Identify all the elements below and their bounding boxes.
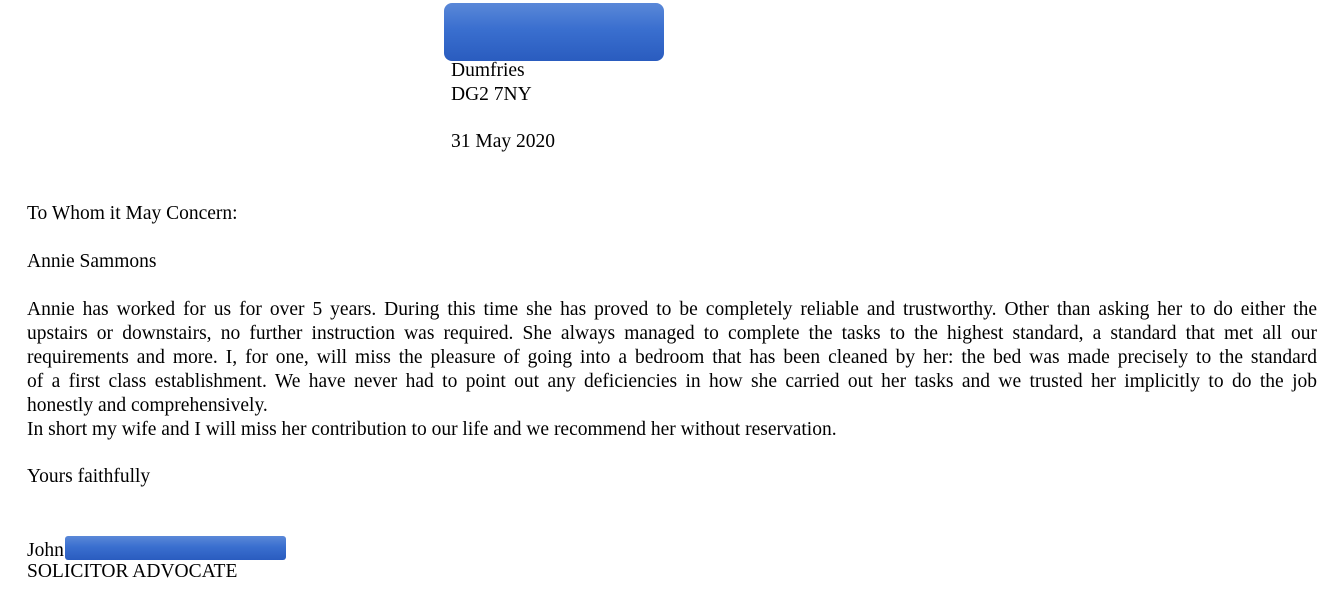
- signature-title: SOLICITOR ADVOCATE: [27, 561, 238, 582]
- redacted-address-block: [444, 3, 664, 61]
- body-line: upstairs or downstairs, no further instruction was required. She always managed to complete the tasks to the highest standard, a standard that met all our: [27, 323, 1317, 344]
- signature-first-name: John: [27, 540, 64, 561]
- letter-body: [27, 298, 1317, 442]
- address-postcode: DG2 7NY: [451, 84, 532, 105]
- signature-name: [27, 536, 286, 563]
- redacted-surname: [65, 536, 286, 560]
- closing-sentence: In short my wife and I will miss her contribution to our life and we recommend her without reservation.: [27, 419, 837, 440]
- sign-off: Yours faithfully: [27, 466, 151, 487]
- body-line: requirements and more. I, for one, will miss the pleasure of going into a bedroom that has been cleaned by her: the bed was made precisely to the standard: [27, 347, 1317, 368]
- body-line: of a first class establishment. We have never had to point out any deficiencies in how she carried out her tasks and we trusted her implicitly to do the job: [27, 371, 1317, 392]
- letter-subject: Annie Sammons: [27, 251, 157, 272]
- salutation: To Whom it May Concern:: [27, 203, 238, 224]
- body-line: Annie has worked for us for over 5 years. During this time she has proved to be completely reliable and trustworthy. Other than asking her to do either the: [27, 299, 1317, 320]
- body-line: honestly and comprehensively.: [27, 395, 268, 416]
- address-city: Dumfries: [451, 60, 525, 81]
- letter-date: 31 May 2020: [451, 131, 555, 152]
